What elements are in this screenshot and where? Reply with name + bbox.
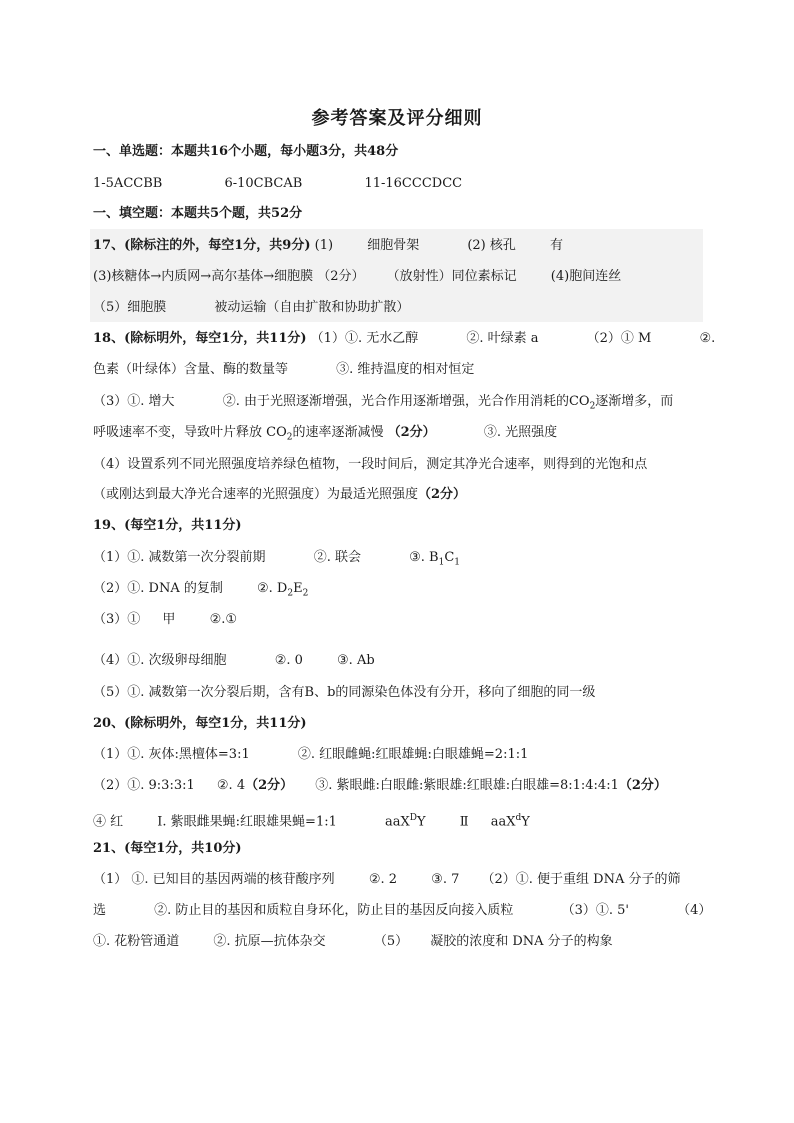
q19-header: 19、(每空1分，共11分): [93, 518, 242, 533]
q17-line-2: (3)核糖体→内质网→高尔基体→细胞膜 （2分） （放射性）同位素标记 (4)胞间连丝: [93, 269, 622, 284]
answers-6-10: 6-10CBCAB: [224, 176, 303, 191]
q20-line-2: （2）①. 9:3:3:1 ②. 4（2分） ③. 紫眼雌:白眼雌:紫眼雄:红眼雄:白眼雄=8:1:4:4:1（2分）: [93, 778, 667, 793]
page-title: 参考答案及评分细则: [311, 108, 483, 129]
q21-header: 21、(每空1分，共10分): [93, 841, 242, 856]
q18-line-2: 色素（叶绿体）含量、酶的数量等 ③. 维持温度的相对恒定: [93, 362, 475, 377]
q20-header: 20、(除标明外，每空1分，共11分): [93, 716, 307, 731]
q18-header: 18、(除标明外，每空1分，共11分): [93, 331, 307, 346]
q19-line-3: （3）① 甲 ②.①: [93, 612, 238, 627]
q20-line-1: （1）①. 灰体:黑檀体=3:1 ②. 红眼雌蝇:红眼雄蝇:白眼雄蝇=2:1:1: [93, 747, 529, 762]
q17-header: 17、(除标注的外，每空1分，共9分): [93, 238, 311, 253]
answers-11-16: 11-16CCCDCC: [364, 176, 463, 191]
q19-line-1: （1）①. 减数第一次分裂前期 ②. 联会 ③. $B_1C_1$: [93, 550, 460, 568]
q21-line-2: 选 ②. 防止目的基因和质粒自身环化，防止目的基因反向接入质粒 （3）①. 5' （4）: [93, 903, 712, 918]
section-2-header: 一、填空题：本题共5个题，共52分: [93, 206, 303, 221]
q21-line-1: （1） ①. 已知目的基因两端的核苷酸序列 ②. 2 ③. 7 （2）①. 便于重组 DNA 分子的筛: [93, 872, 681, 887]
q19-line-5: （5）①. 减数第一次分裂后期，含有B、b的同源染色体没有分开，移向了细胞的同一级: [93, 685, 596, 700]
q20-line-3: ④ 红 Ⅰ. 紫眼雌果蝇:红眼雄果蝇=1:1 aaX$^D$Y Ⅱ aaX$^d$Y: [93, 813, 530, 830]
q17-line-1: 17、(除标注的外，每空1分，共9分) (1) 细胞骨架 (2) 核孔 有: [93, 238, 564, 253]
q18-line-1: 18、(除标明外，每空1分，共11分) （1）①. 无水乙醇 ②. 叶绿素 a （2）① M ②.: [93, 331, 716, 346]
q18-line-5: （4）设置系列不同光照强度培养绿色植物，一段时间后，测定其净光合速率，则得到的光饱和点: [93, 457, 648, 472]
q18-line-6: （或刚达到最大净光合速率的光照强度）为最适光照强度（2分）: [93, 487, 467, 502]
section-1-answers: [93, 174, 708, 194]
q21-line-3: ①. 花粉管通道 ②. 抗原—抗体杂交 （5） 凝胶的浓度和 DNA 分子的构象: [93, 934, 613, 949]
q19-line-2: （2）①. DNA 的复制 ②. $D_2E_2$: [93, 581, 309, 599]
q17-line-3: （5）细胞膜 被动运输（自由扩散和协助扩散）: [93, 300, 410, 315]
q19-line-4: （4）①. 次级卵母细胞 ②. 0 ③. Ab: [93, 653, 375, 668]
answers-1-5: 1-5ACCBB: [93, 176, 163, 191]
q18-line-3: （3）①. 增大 ②. 由于光照逐渐增强，光合作用逐渐增强，光合作用消耗的$CO_2$逐渐增多，而: [93, 394, 674, 412]
section-1-header: 一、单选题：本题共16个小题，每小题3分，共48分: [93, 144, 399, 159]
q18-line-4: 呼吸速率不变，导致叶片释放 $CO_2$的速率逐渐减慢 （2分） ③. 光照强度: [93, 425, 558, 443]
